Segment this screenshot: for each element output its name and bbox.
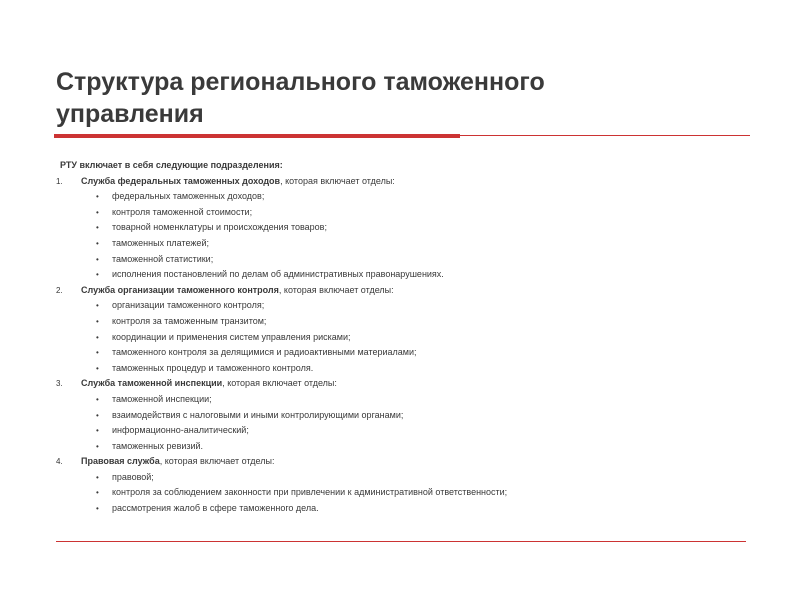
list-item-text: таможенных ревизий. [112, 440, 204, 451]
bullet-icon: • [96, 394, 99, 404]
list-item [56, 423, 756, 439]
list-item-text: товарной номенклатуры и происхождения товаров; [112, 222, 327, 233]
bottom-divider [56, 541, 746, 542]
list-item [56, 501, 756, 517]
section-name: Служба организации таможенного контроля [81, 284, 279, 295]
list-item-text: организации таможенного контроля; [112, 300, 265, 311]
title-accent-bar [54, 134, 460, 138]
list-item-text: таможенной инспекции; [112, 393, 212, 404]
list-item-text: контроля за таможенным транзитом; [112, 315, 267, 326]
bullet-icon: • [96, 254, 99, 264]
list-item-text: координации и применения систем управления рисками; [112, 331, 351, 342]
list-item-text: информационно-аналитический; [112, 425, 249, 436]
list-item-text: рассмотрения жалоб в сфере таможенного дела. [112, 503, 319, 514]
list-item [56, 205, 756, 221]
section-suffix: , которая включает отделы: [159, 456, 275, 467]
section-number: 1. [56, 176, 63, 186]
bullet-icon: • [96, 472, 99, 482]
section-name: Правовая служба [81, 456, 160, 467]
bullet-icon: • [96, 348, 99, 358]
list-item-text: исполнения постановлений по делам об административных правонарушениях. [112, 269, 444, 280]
list-item [56, 189, 756, 205]
bullet-icon: • [96, 410, 99, 420]
list-item [56, 408, 756, 424]
list-item [56, 361, 756, 377]
section-number: 3. [56, 379, 63, 389]
list-item [56, 298, 756, 314]
list-item [56, 439, 756, 455]
sections-list [56, 174, 756, 517]
section-heading [56, 283, 756, 299]
bullet-icon: • [96, 363, 99, 373]
section-number: 2. [56, 285, 63, 295]
bullet-icon: • [96, 504, 99, 514]
list-item [56, 220, 756, 236]
section-suffix: , которая включает отделы: [222, 378, 337, 389]
section-suffix: , которая включает отделы: [278, 284, 394, 295]
bullet-icon: • [96, 270, 99, 280]
list-item-text: контроля таможенной стоимости; [112, 206, 253, 217]
list-item [56, 267, 756, 283]
list-item [56, 330, 756, 346]
list-item-text: взаимодействия с налоговыми и иными контролирующими органами; [112, 409, 404, 420]
bullet-icon: • [96, 207, 99, 217]
bullet-icon: • [96, 441, 99, 451]
page-title: Структура регионального таможенного управления [56, 68, 545, 128]
list-item [56, 470, 756, 486]
list-item-text: таможенной статистики; [112, 253, 214, 264]
bullet-icon: • [96, 488, 99, 498]
bullet-icon: • [96, 238, 99, 248]
bullet-icon: • [96, 223, 99, 233]
section-heading [56, 376, 756, 392]
list-item [56, 392, 756, 408]
list-item [56, 236, 756, 252]
section-name: Служба федеральных таможенных доходов [81, 175, 281, 186]
bullet-icon: • [96, 301, 99, 311]
list-item-text: таможенных процедур и таможенного контроля. [112, 362, 314, 373]
list-item [56, 252, 756, 268]
list-item [56, 345, 756, 361]
bullet-icon: • [96, 426, 99, 436]
list-item-text: правовой; [112, 471, 154, 482]
bullet-icon: • [96, 316, 99, 326]
list-item-text: таможенных платежей; [112, 237, 209, 248]
section-number: 4. [56, 457, 63, 467]
slide-body [56, 158, 756, 517]
list-item-text: контроля за соблюдением законности при привлечении к административной ответственности; [112, 487, 508, 498]
list-item [56, 314, 756, 330]
list-item-text: таможенного контроля за делящимися и радиоактивными материалами; [112, 347, 417, 358]
bullet-icon: • [96, 332, 99, 342]
bullet-icon: • [96, 192, 99, 202]
section-suffix: , которая включает отделы: [280, 175, 395, 186]
section-heading [56, 454, 756, 470]
list-item-text: федеральных таможенных доходов; [112, 191, 265, 202]
intro-text: РТУ включает в себя следующие подразделения: [60, 160, 283, 170]
list-item [56, 485, 756, 501]
section-name: Служба таможенной инспекции [81, 378, 223, 389]
section-heading [56, 174, 756, 190]
